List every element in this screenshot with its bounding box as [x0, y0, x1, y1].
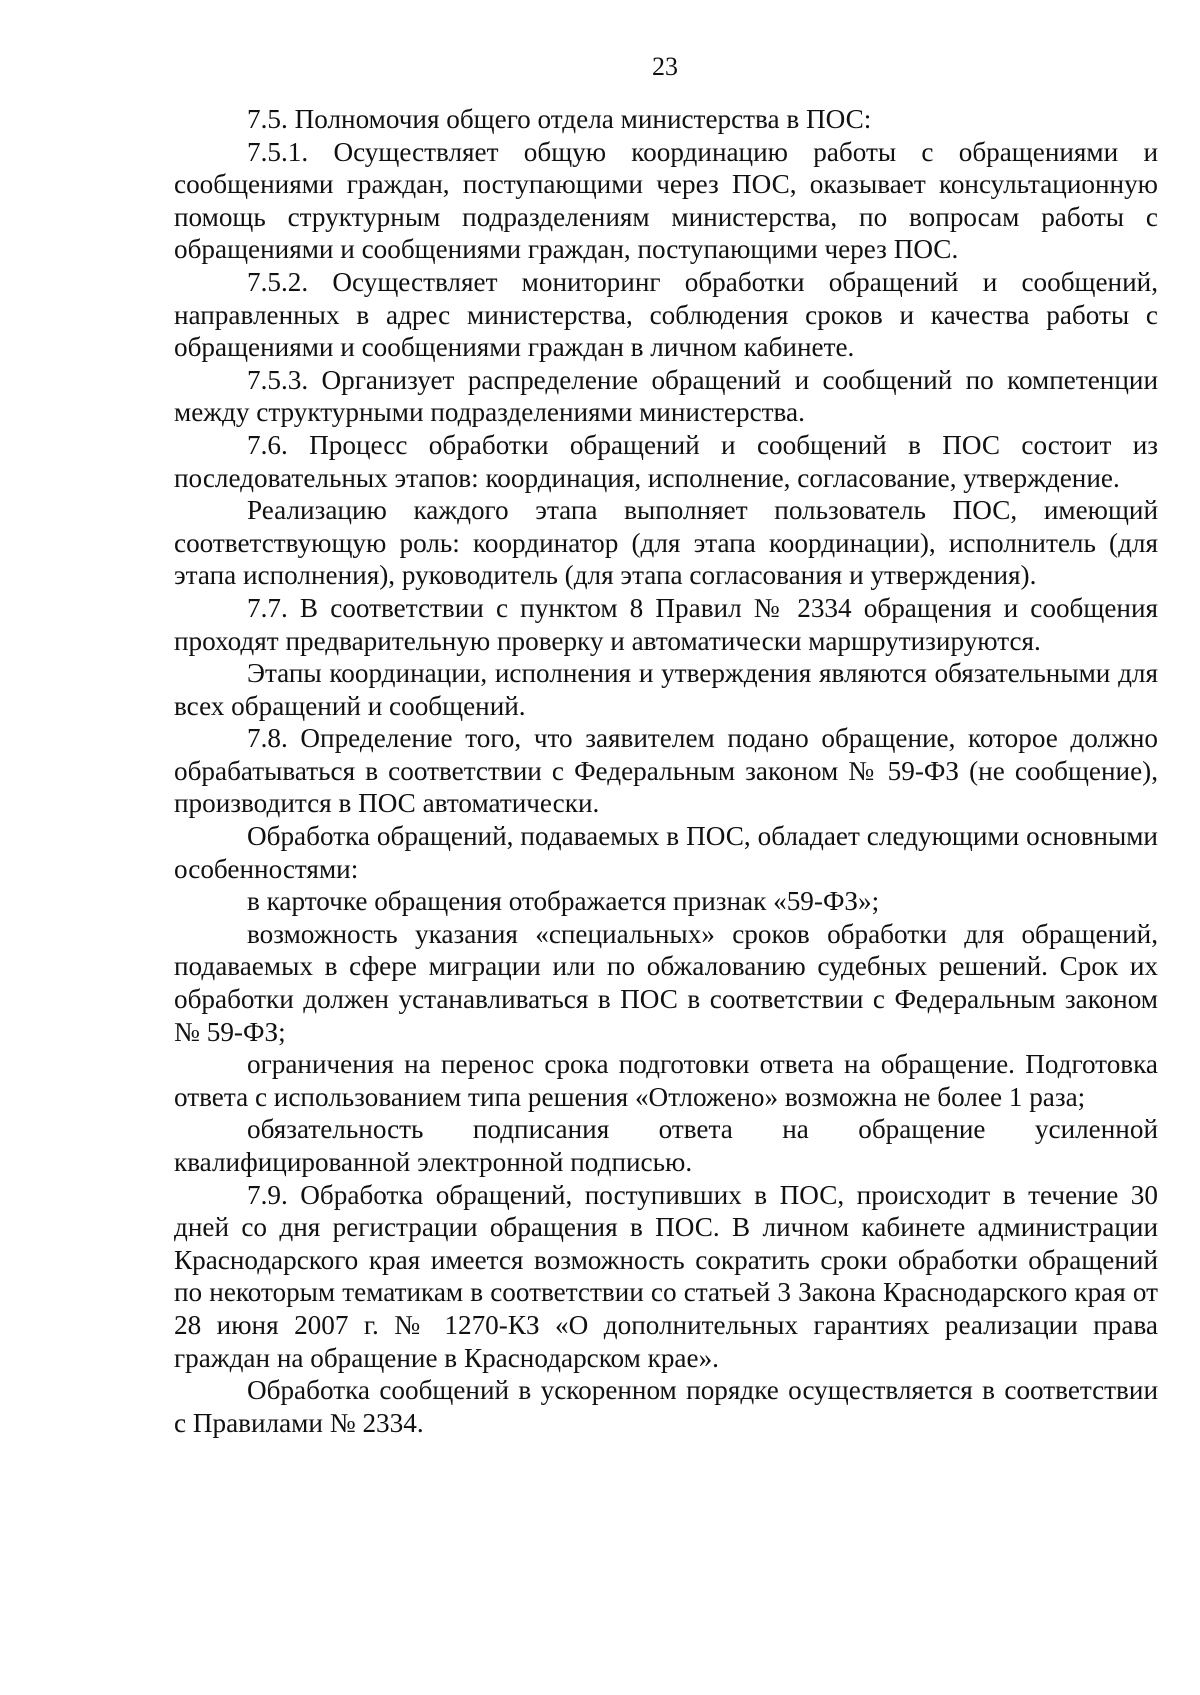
page-number: 23 [652, 52, 678, 81]
document-body [174, 103, 1158, 1439]
paragraph-mandatory-stages: Этапы координации, исполнения и утверждения являются обязательными для всех обращений и сообщений. [174, 658, 1158, 721]
paragraph-7-5-2: 7.5.2. Осуществляет мониторинг обработки обращений и сообщений, направленных в адрес министерства, соблюдения сроков и качества работы с обращениями и сообщениями граждан в личном кабинете. [174, 266, 1158, 363]
list-item-feature-2: возможность указания «специальных» сроков обработки для обращений, подаваемых в сфере миграции или по обжалованию судебных решений. Срок их обработки должен устанавливаться в ПОС в соответствии с Федеральным законом № 59-ФЗ; [174, 918, 1158, 1047]
paragraph-7-6: 7.6. Процесс обработки обращений и сообщений в ПОС состоит из последовательных этапов: координация, исполнение, согласование, утверждение. [174, 429, 1158, 493]
list-item-feature-3: ограничения на перенос срока подготовки ответа на обращение. Подготовка ответа с использованием типа решения «Отложено» возможна не более 1 раза; [174, 1049, 1158, 1112]
paragraph-features-intro: Обработка обращений, подаваемых в ПОС, обладает следующими основными особенностями: [174, 821, 1158, 884]
paragraph-7-5-3: 7.5.3. Организует распределение обращений и сообщений по компетенции между структурными подразделениями министерства. [174, 364, 1158, 428]
paragraph-accelerated-processing: Обработка сообщений в ускоренном порядке осуществляется в соответствии с Правилами № 2334. [174, 1375, 1158, 1438]
list-item-feature-1: в карточке обращения отображается признак «59-ФЗ»; [247, 886, 880, 917]
paragraph-roles: Реализацию каждого этапа выполняет пользователь ПОС, имеющий соответствующую роль: координатор (для этапа координации), исполнитель (для этапа исполнения), руководитель (для этапа согласования и утверждения). [174, 495, 1158, 591]
list-item-feature-4: обязательность подписания ответа на обращение усиленной квалифицированной электронной подписью. [174, 1114, 1158, 1177]
paragraph-7-8: 7.8. Определение того, что заявителем подано обращение, которое должно обрабатываться в соответствии с Федеральным законом № 59-ФЗ (не сообщение), производится в ПОС автоматически. [174, 723, 1158, 819]
paragraph-7-9: 7.9. Обработка обращений, поступивших в ПОС, происходит в течение 30 дней со дня регистрации обращения в ПОС. В личном кабинете администрации Краснодарского края имеется возможность сократить сроки обработки обращений по некоторым тематикам в соответствии со статьей 3 Закона Краснодарского края от 28 июня 2007 г. № 1270-КЗ «О дополнительных гарантиях реализации права граждан на обращение в Краснодарском крае». [174, 1179, 1158, 1373]
paragraph-7-5: 7.5. Полномочия общего отдела министерства в ПОС: [247, 104, 872, 134]
paragraph-7-5-1: 7.5.1. Осуществляет общую координацию работы с обращениями и сообщениями граждан, поступающими через ПОС, оказывает консультационную помощь структурным подразделениям министерства, по вопросам работы с обращениями и сообщениями граждан, поступающими через ПОС. [174, 136, 1158, 265]
paragraph-7-7: 7.7. В соответствии с пунктом 8 Правил № 2334 обращения и сообщения проходят предварительную проверку и автоматически маршрутизируются. [174, 592, 1158, 656]
